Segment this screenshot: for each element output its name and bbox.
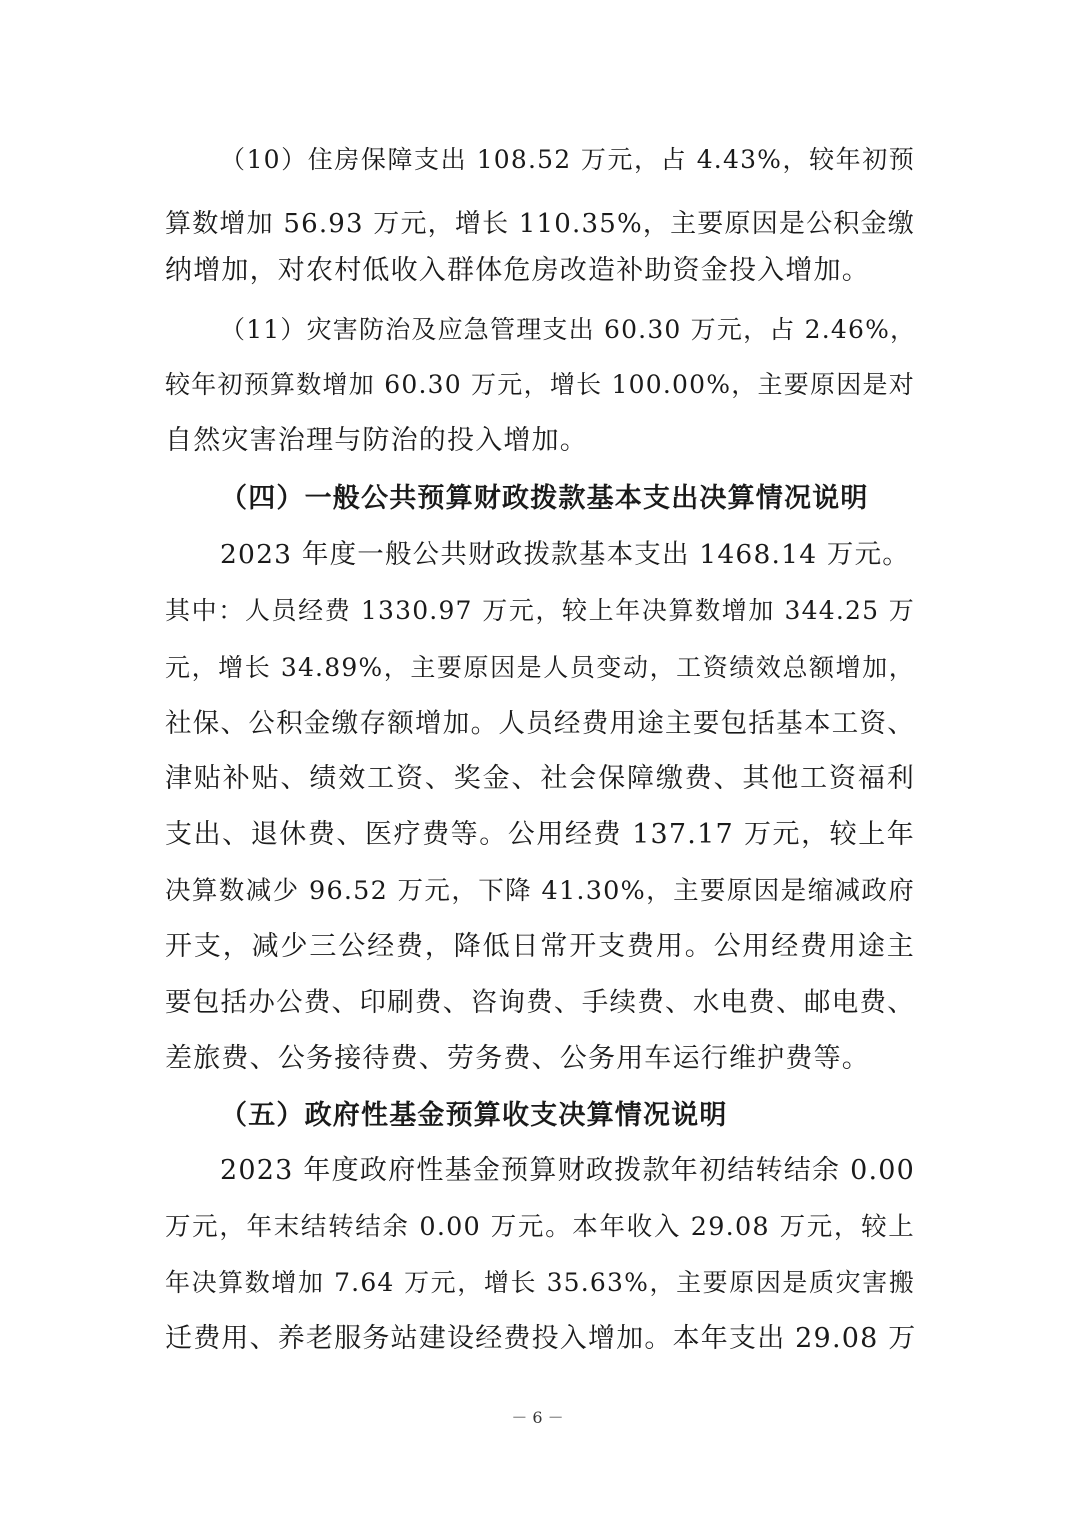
paragraph-line: 2023 年度政府性基金预算财政拨款年初结转结余 0.00 (220, 1155, 915, 1186)
paragraph-line: 支出、退休费、医疗费等。公用经费 137.17 万元，较上年 (165, 819, 915, 850)
paragraph-line: 自然灾害治理与防治的投入增加。 (165, 425, 588, 456)
paragraph-line: 元，增长 34.89%，主要原因是人员变动，工资绩效总额增加， (165, 653, 915, 682)
paragraph-line: 社保、公积金缴存额增加。人员经费用途主要包括基本工资、 (165, 708, 915, 739)
paragraph-line: 要包括办公费、印刷费、咨询费、手续费、水电费、邮电费、 (165, 987, 915, 1018)
paragraph-line: 其中：人员经费 1330.97 万元，较上年决算数增加 344.25 万 (165, 596, 915, 625)
paragraph-line: 2023 年度一般公共财政拨款基本支出 1468.14 万元。 (220, 539, 910, 570)
paragraph-line: 年决算数增加 7.64 万元，增长 35.63%，主要原因是质灾害搬 (165, 1268, 915, 1297)
paragraph-line: 决算数减少 96.52 万元，下降 41.30%，主要原因是缩减政府 (165, 876, 915, 906)
paragraph-line: 万元，年末结转结余 0.00 万元。本年收入 29.08 万元，较上 (165, 1212, 915, 1242)
section-heading: （四）一般公共预算财政拨款基本支出决算情况说明 (220, 483, 869, 514)
paragraph-line: 差旅费、公务接待费、劳务费、公务用车运行维护费等。 (165, 1043, 870, 1074)
paragraph-line: 纳增加，对农村低收入群体危房改造补助资金投入增加。 (165, 255, 870, 286)
section-heading: （五）政府性基金预算收支决算情况说明 (220, 1100, 728, 1131)
paragraph-line: 算数增加 56.93 万元，增长 110.35%，主要原因是公积金缴 (165, 209, 915, 239)
paragraph-line: 较年初预算数增加 60.30 万元，增长 100.00%，主要原因是对 (165, 370, 915, 399)
paragraph-line: （10）住房保障支出 108.52 万元，占 4.43%，较年初预 (220, 145, 915, 174)
paragraph-line: 津贴补贴、绩效工资、奖金、社会保障缴费、其他工资福利 (165, 763, 915, 794)
paragraph-line: 迁费用、养老服务站建设经费投入增加。本年支出 29.08 万 (165, 1323, 917, 1354)
paragraph-line: 开支，减少三公经费，降低日常开支费用。公用经费用途主 (165, 931, 915, 962)
paragraph-line: （11）灾害防治及应急管理支出 60.30 万元，占 2.46%， (220, 315, 917, 344)
page-number: － 6 － (511, 1408, 564, 1427)
